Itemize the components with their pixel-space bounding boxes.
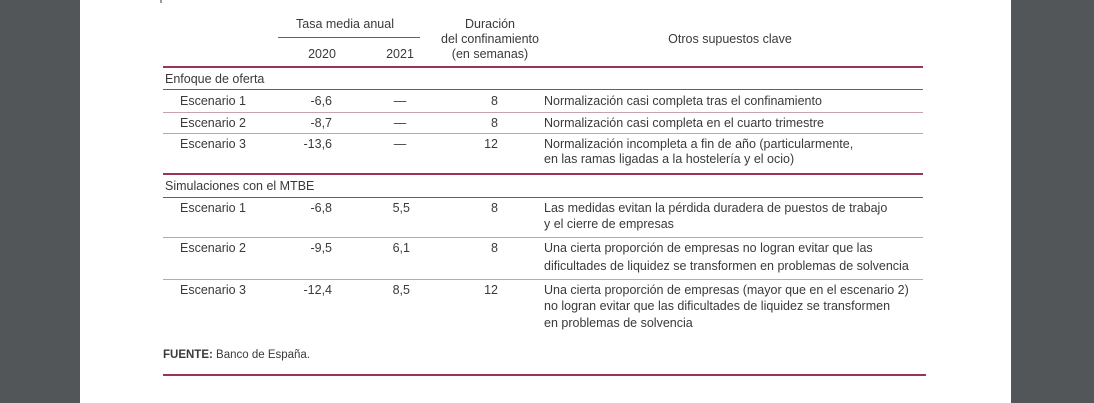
row-value-2021: —	[393, 94, 407, 108]
header-assumptions: Otros supuestos clave	[668, 32, 792, 46]
row-value-2020: -13,6	[303, 137, 332, 151]
row-notes: Normalización casi completa en el cuarto trimestre	[544, 116, 824, 130]
header-group-rule	[278, 37, 420, 38]
row-notes-line2: y el cierre de empresas	[544, 217, 674, 231]
row-value-2021: 8,5	[392, 283, 410, 297]
row-value-2020: -12,4	[303, 283, 332, 297]
row-notes-line1: Una cierta proporción de empresas (mayor que en el escenario 2)	[544, 283, 909, 297]
row-rule	[163, 133, 923, 134]
header-duration-line1: Duración	[464, 17, 516, 31]
row-label: Escenario 2	[180, 116, 247, 130]
header-duration-line2: del confinamiento	[441, 32, 539, 46]
row-label: Escenario 1	[180, 201, 247, 215]
row-weeks: 8	[491, 201, 498, 215]
row-weeks: 8	[491, 116, 498, 130]
source-text: Banco de España.	[212, 349, 311, 361]
row-weeks: 8	[491, 241, 498, 255]
row-label: Escenario 2	[180, 241, 247, 255]
row-notes-line3: en problemas de solvencia	[544, 316, 693, 330]
row-notes-line1: Las medidas evitan la pérdida duradera de puestos de trabajo	[544, 201, 888, 215]
document-page	[80, 0, 1011, 403]
section-end-rule	[163, 173, 923, 175]
row-notes: Normalización casi completa tras el confinamiento	[544, 94, 822, 108]
section-rule	[163, 197, 923, 198]
header-year-2020: 2020	[308, 47, 336, 61]
row-label: Escenario 3	[180, 137, 247, 151]
header-duration-line3: (en semanas)	[451, 47, 529, 61]
row-weeks: 12	[484, 137, 498, 151]
row-value-2021: 5,5	[392, 201, 410, 215]
section-title: Simulaciones con el MTBE	[165, 179, 315, 193]
row-value-2021: 6,1	[392, 241, 410, 255]
row-label: Escenario 3	[180, 283, 247, 297]
footer-rule	[163, 374, 926, 376]
header-rate-group: Tasa media anual	[296, 17, 394, 31]
row-rule	[163, 237, 923, 238]
row-value-2021: —	[393, 137, 407, 151]
header-year-2021: 2021	[386, 47, 414, 61]
section-title: Enfoque de oferta	[165, 72, 265, 86]
row-notes-line2: no logran evitar que las dificultades de liquidez se transformen	[544, 299, 891, 313]
row-value-2020: -6,6	[310, 94, 332, 108]
row-label: Escenario 1	[180, 94, 247, 108]
row-notes-line2: en las ramas ligadas a la hostelería y el ocio)	[544, 152, 795, 166]
row-weeks: 12	[484, 283, 498, 297]
row-rule	[163, 279, 923, 280]
source-note	[163, 348, 310, 363]
source-label: FUENTE:	[163, 349, 213, 361]
row-notes-line1: Una cierta proporción de empresas no logran evitar que las	[544, 241, 873, 255]
row-value-2020: -8,7	[310, 116, 332, 130]
row-value-2020: -6,8	[310, 201, 332, 215]
row-notes-line2: dificultades de liquidez se transformen en problemas de solvencia	[544, 259, 909, 273]
row-weeks: 8	[491, 94, 498, 108]
row-notes-line1: Normalización incompleta a fin de año (particularmente,	[544, 137, 854, 151]
header-bottom-rule	[163, 66, 923, 68]
row-value-2021: —	[393, 116, 407, 130]
row-value-2020: -9,5	[310, 241, 332, 255]
section-rule	[163, 89, 923, 90]
row-rule	[163, 112, 923, 113]
